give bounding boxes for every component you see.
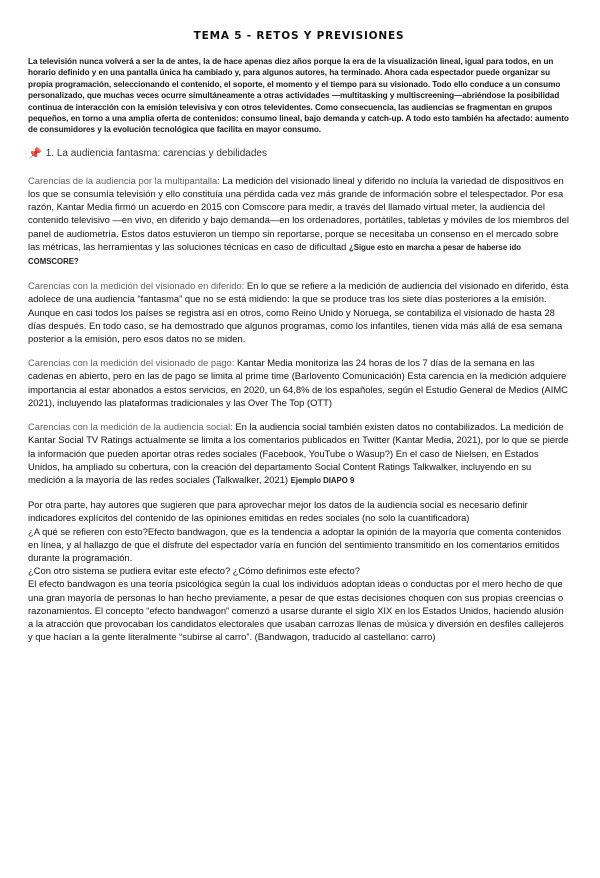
paragraph-text: Kantar Media monitoriza las 24 horas de los 7 días de la semana en las cadenas en abierto, pero en las de pago se limita al prime time (Barlovento Comunicación) Esta carencia en la medición adquiere importancia al estar abonados a estos servicios, en 2020, un 64,8% de los españoles, según el Estudio General de Medios (AIMC 2021), incluyendo las plataformas tradicionales y las Over The Top (OTT) (28, 357, 568, 408)
section-heading-text: 1. La audiencia fantasma: carencias y debilidades (45, 147, 267, 159)
paragraph-label: Carencias con la medición del visionado en diferido: (28, 280, 245, 292)
paragraph-text: En la audiencia social también existen datos no contabilizados. La medición de Kantar Social TV Ratings actualmente se limita a los comentarios publicados en Twitter (Kantar Media, 2021), por lo que se pierde la información que pueden aportar otras redes sociales (Facebook, YouTube o Wasup?) En el caso de Nielsen, en Estados Unidos, ha ampliado su cobertura, con la creación del departamento Social Content Ratings Talkwalker, incluyendo en su medición a la mayoría de las redes sociales (Talkwalker, 2021) (28, 421, 569, 485)
closing-line: ¿Con otro sistema se pudiera evitar este efecto? ¿Cómo definimos este efecto? (28, 565, 360, 577)
closing-line: Por otra parte, hay autores que sugieren que para aprovechar mejor los datos de la audiencia social es necesario definir indicadores explícitos del contenido de las opiniones emitidas en redes sociales (no solo la cuantificadora) (28, 499, 528, 524)
paragraph-pago (28, 356, 570, 409)
paragraph-diferido (28, 279, 570, 345)
closing-block (28, 498, 570, 643)
margin-note: Ejemplo DIAPO 9 (290, 475, 355, 485)
paragraph-label: Carencias con la medición de la audiencia social: (28, 421, 233, 433)
paragraph-label: Carencias de la audiencia por la multipantalla: (28, 174, 220, 186)
paragraph-audiencia-social (28, 420, 570, 487)
pushpin-icon: 📌 (28, 147, 42, 160)
paragraph-label: Carencias con la medición del visionado de pago: (28, 357, 235, 369)
document-title: TEMA 5 - RETOS Y PREVISIONES (193, 30, 405, 42)
closing-line: ¿A qué se refieren con esto?Efecto bandwagon, que es la tendencia a adoptar la opinión de la mayoría que comenta contenidos en línea, y al hallazgo de que el disfrute del espectador varía en función del sentimiento transmitido en los comentarios emitidos durante la programación. (28, 525, 562, 563)
margin-note: ¿Sigue esto en marcha a pesar de haberse ido COMSCORE? (28, 242, 522, 267)
paragraph-multipantalla (28, 174, 570, 268)
paragraph-text: La medición del visionado lineal y diferido no incluía la variedad de dispositivos en los que se consumía televisión y ello constituía una pérdida cada vez más grande de información sobre el telespectador. Por esa razón, Kantar Media firmó un acuerdo en 2015 con Comscore para medir, a través del llamado virtual meter, la audiencia del contenido televisivo —en vivo, en diferido y bajo demanda—en los ordenadores, portátiles, tabletas y móviles de los miembros del panel de audiometría. Estos datos estuvieron un tiempo sin reportarse, porque se necesitaba un consenso en el mercado sobre las métricas, las herramientas y las soluciones técnicas en caso de dificultad (28, 174, 569, 252)
closing-line: El efecto bandwagon es una teoría psicológica según la cual los individuos adoptan ideas o conductas por el mero hecho de que una gran mayoría de personas lo han hecho previamente, a pesar de que estas decisiones choquen con sus propias creencias o razonamientos. El concepto “efecto bandwagon” comenzó a usarse durante el siglo XIX en los Estados Unidos, haciendo alusión a la atracción que provocaban los candidatos electorales que usaban carrozas llenas de música y diversión en desfiles callejeros y que hacían a la gente literalmente “subirse al carro”. (Bandwagon, traducido al castellano: carro) (28, 578, 564, 643)
section-heading (28, 148, 570, 160)
document-page (0, 30, 600, 878)
intro-paragraph: La televisión nunca volverá a ser la de antes, la de hace apenas diez años porque la era de la visualización lineal, igual para todos, en un horario definido y en una pantalla única ha cambiado y, para algunos autores, ha terminado. Ahora cada espectador puede organizar su propia programación, seleccionando el contenido, el soporte, el momento y el tiempo para su visionado. Todo ello conduce a un consumo personalizado, que muchas veces ocurre simultáneamente a otras actividades —multitasking y multiscreening—abriéndose la posibilidad continua de interacción con la emisión televisiva y con otros televidentes. Como consecuencia, las audiencias se fragmentan en grupos pequeños, en torno a una amplia oferta de contenidos: consumo lineal, bajo demanda y catch-up. A todo esto también ha afectado: aumento de consumidores y la evolución tecnológica que facilita en mayor consumo. (28, 57, 569, 135)
paragraph-text: En lo que se refiere a la medición de audiencia del visionado en diferido, ésta adolece de una audiencia “fantasma” que no se está midiendo: la que se produce tras los siete días posteriores a la emisión. Aunque en casi todos los países se registra así en otros, como Reino Unido y Noruega, se contabiliza el visionado de hasta 28 días después. En todo caso, se ha demostrado que algunos programas, como los infantiles, tienen vida más allá de esa semana posterior a la emisión, pero esos datos no se miden. (28, 280, 569, 345)
